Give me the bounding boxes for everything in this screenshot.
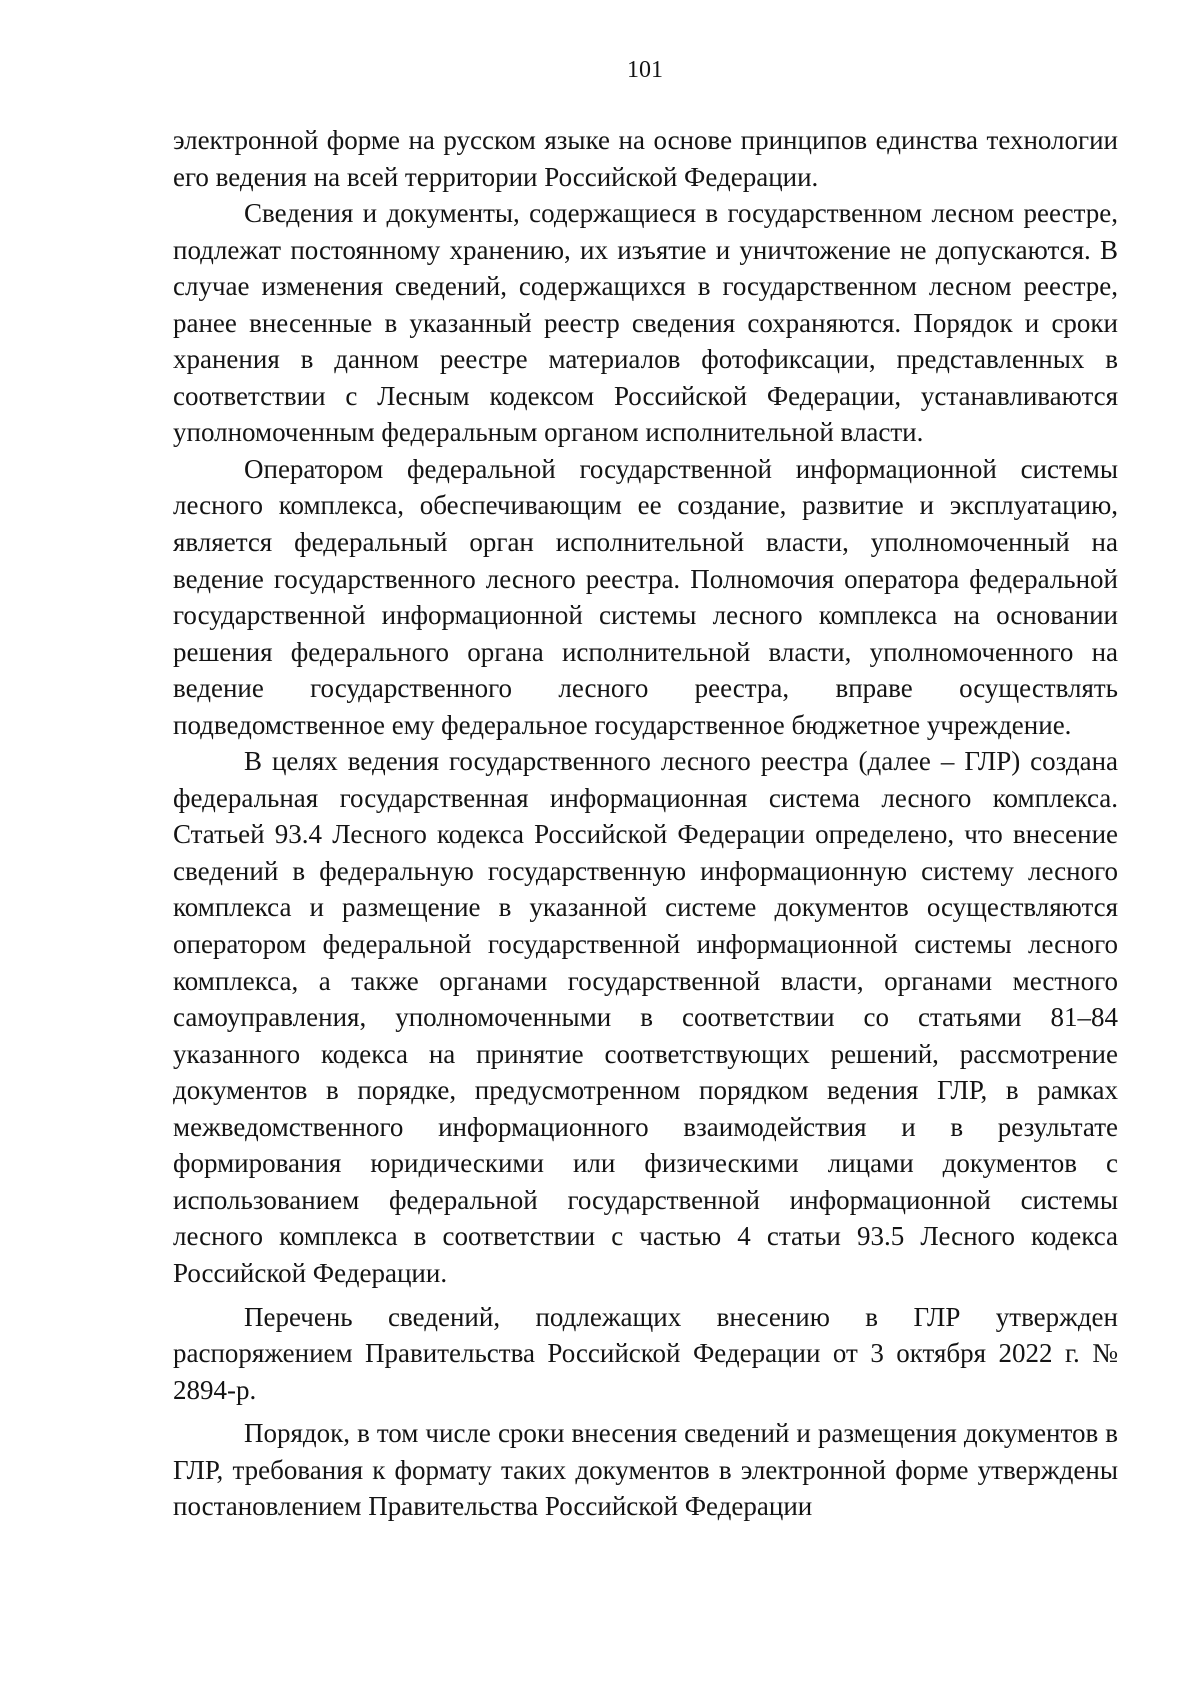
paragraph-procedure: Порядок, в том числе сроки внесения сведений и размещения документов в ГЛР, требования к формату таких документов в электронной форме утверждены постановлением Правительства Российской Федерации <box>173 1418 1118 1522</box>
paragraph-system-operator: Оператором федеральной государственной информационной системы лесного комплекса, обеспечивающим ее создание, развитие и эксплуатацию, является федеральный орган исполнительной власти, уполномоченный на ведение государственного лесного реестра. Полномочия оператора федеральной государственной информационной системы лесного комплекса на основании решения федерального органа исполнительной власти, уполномоченного на ведение государственного лесного реестра, вправе осуществлять подведомственное ему федеральное государственное бюджетное учреждение. <box>173 453 1118 740</box>
document-body <box>173 122 1118 1525</box>
page-number: 101 <box>627 57 663 83</box>
paragraph-data-list: Перечень сведений, подлежащих внесению в ГЛР утвержден распоряжением Правительства Российской Федерации от 3 октября 2022 г. № 2894-р. <box>173 1301 1118 1405</box>
paragraph-registry-storage: Сведения и документы, содержащиеся в государственном лесном реестре, подлежат постоянному хранению, их изъятие и уничтожение не допускаются. В случае изменения сведений, содержащихся в государственном лесном реестре, ранее внесенные в указанный реестр сведения сохраняются. Порядок и сроки хранения в данном реестре материалов фотофиксации, представленных в соответствии с Лесным кодексом Российской Федерации, устанавливаются уполномоченным федеральным органом исполнительной власти. <box>173 198 1118 448</box>
paragraph-continuation: электронной форме на русском языке на основе принципов единства технологии его ведения на всей территории Российской Федерации. <box>173 125 1118 192</box>
paragraph-glr-purpose: В целях ведения государственного лесного реестра (далее – ГЛР) создана федеральная государственная информационная система лесного комплекса. Статьей 93.4 Лесного кодекса Российской Федерации определено, что внесение сведений в федеральную государственную информационную систему лесного комплекса и размещение в указанной системе документов осуществляются оператором федеральной государственной информационной системы лесного комплекса, а также органами государственной власти, органами местного самоуправления, уполномоченными в соответствии со статьями 81–84 указанного кодекса на принятие соответствующих решений, рассмотрение документов в порядке, предусмотренном порядком ведения ГЛР, в рамках межведомственного информационного взаимодействия и в результате формирования юридическими или физическими лицами документов с использованием федеральной государственной информационной системы лесного комплекса в соответствии с частью 4 статьи 93.5 Лесного кодекса Российской Федерации. <box>173 746 1118 1288</box>
